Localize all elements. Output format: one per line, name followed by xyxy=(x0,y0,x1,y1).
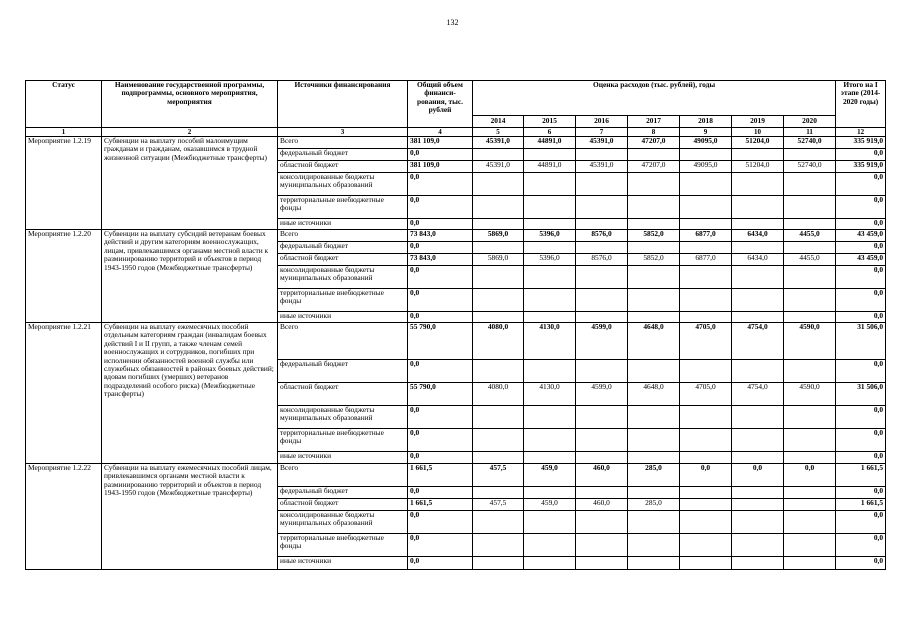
year-value-cell xyxy=(524,173,576,196)
year-value-cell xyxy=(524,289,576,312)
year-value-cell: 4130,0 xyxy=(524,323,576,360)
year-value-cell: 8576,0 xyxy=(576,230,628,242)
column-number: 9 xyxy=(680,128,732,137)
year-value-cell: 6434,0 xyxy=(732,254,784,266)
stage-total-cell: 1 661,5 xyxy=(836,499,886,511)
year-value-cell xyxy=(680,289,732,312)
year-value-cell: 51204,0 xyxy=(732,137,784,149)
year-value-cell: 285,0 xyxy=(628,499,680,511)
year-value-cell: 44891,0 xyxy=(524,161,576,173)
year-value-cell xyxy=(628,312,680,323)
year-value-cell xyxy=(524,557,576,570)
year-value-cell: 0,0 xyxy=(784,464,836,487)
table-row xyxy=(26,230,886,242)
year-value-cell xyxy=(680,511,732,534)
source-cell: Всего xyxy=(278,230,408,242)
column-number: 5 xyxy=(473,128,524,137)
header-total: Общий объем финанси-рования, тыс. рублей xyxy=(408,81,473,128)
total-cell: 0,0 xyxy=(408,511,473,534)
year-value-cell xyxy=(680,219,732,230)
year-value-cell xyxy=(473,149,524,161)
year-value-cell xyxy=(680,534,732,557)
header-year: 2016 xyxy=(576,116,628,128)
year-value-cell: 4754,0 xyxy=(732,383,784,406)
stage-total-cell: 335 919,0 xyxy=(836,161,886,173)
year-value-cell xyxy=(680,266,732,289)
name-cell: Субвенции на выплату ежемесячных пособий отдельным категориям граждан (инвалидам боевых действий I и II групп, а также членам семей военнослужащих и сотрудников, погибших при исполнении обязанностей военной службы или служебных обязанностей в районах боевых действий; вдовам погибших (умерших) ветеранов подразделений особого риска) (Межбюджетные трансферты) xyxy=(102,323,278,464)
year-value-cell: 5396,0 xyxy=(524,230,576,242)
year-value-cell xyxy=(524,149,576,161)
stage-total-cell: 0,0 xyxy=(836,289,886,312)
year-value-cell: 47207,0 xyxy=(628,137,680,149)
year-value-cell xyxy=(473,312,524,323)
year-value-cell xyxy=(732,149,784,161)
year-value-cell xyxy=(473,360,524,383)
year-value-cell xyxy=(524,487,576,499)
source-cell: областной бюджет xyxy=(278,499,408,511)
year-value-cell: 4080,0 xyxy=(473,323,524,360)
year-value-cell xyxy=(473,242,524,254)
year-value-cell xyxy=(784,429,836,452)
year-value-cell xyxy=(680,173,732,196)
header-name: Наименование государственной программы, подпрограммы, основного мероприятия, мероприятия xyxy=(102,81,278,128)
year-value-cell xyxy=(628,173,680,196)
total-cell: 0,0 xyxy=(408,289,473,312)
year-value-cell xyxy=(576,511,628,534)
table-row xyxy=(26,464,886,487)
source-cell: консолидированные бюджеты муниципальных образований xyxy=(278,406,408,429)
year-value-cell xyxy=(628,534,680,557)
year-value-cell xyxy=(473,557,524,570)
year-value-cell xyxy=(524,219,576,230)
stage-total-cell: 0,0 xyxy=(836,196,886,219)
year-value-cell xyxy=(473,487,524,499)
year-value-cell xyxy=(473,266,524,289)
year-value-cell xyxy=(784,499,836,511)
stage-total-cell: 0,0 xyxy=(836,406,886,429)
total-cell: 0,0 xyxy=(408,452,473,464)
year-value-cell xyxy=(576,149,628,161)
status-cell: Мероприятие 1.2.22 xyxy=(26,464,102,570)
total-cell: 381 109,0 xyxy=(408,137,473,149)
header-estimate: Оценка расходов (тыс. рублей), годы xyxy=(473,81,836,116)
year-value-cell xyxy=(732,487,784,499)
year-value-cell: 45391,0 xyxy=(576,161,628,173)
total-cell: 0,0 xyxy=(408,312,473,323)
year-value-cell: 8576,0 xyxy=(576,254,628,266)
year-value-cell: 45391,0 xyxy=(576,137,628,149)
year-value-cell xyxy=(732,406,784,429)
year-value-cell xyxy=(784,360,836,383)
stage-total-cell: 0,0 xyxy=(836,266,886,289)
year-value-cell xyxy=(680,242,732,254)
year-value-cell: 45391,0 xyxy=(473,161,524,173)
year-value-cell xyxy=(524,312,576,323)
year-value-cell: 49095,0 xyxy=(680,161,732,173)
year-value-cell xyxy=(784,511,836,534)
year-value-cell: 49095,0 xyxy=(680,137,732,149)
year-value-cell xyxy=(784,219,836,230)
column-number: 10 xyxy=(732,128,784,137)
year-value-cell: 5396,0 xyxy=(524,254,576,266)
total-cell: 73 843,0 xyxy=(408,230,473,242)
source-cell: областной бюджет xyxy=(278,383,408,406)
year-value-cell: 4590,0 xyxy=(784,323,836,360)
column-number: 12 xyxy=(836,128,886,137)
year-value-cell: 459,0 xyxy=(524,499,576,511)
total-cell: 73 843,0 xyxy=(408,254,473,266)
year-value-cell xyxy=(524,511,576,534)
year-value-cell xyxy=(576,289,628,312)
total-cell: 0,0 xyxy=(408,219,473,230)
year-value-cell: 285,0 xyxy=(628,464,680,487)
year-value-cell xyxy=(473,452,524,464)
column-number: 3 xyxy=(278,128,408,137)
year-value-cell xyxy=(576,196,628,219)
year-value-cell xyxy=(524,196,576,219)
year-value-cell xyxy=(576,534,628,557)
year-value-cell xyxy=(628,487,680,499)
source-cell: иные источники xyxy=(278,557,408,570)
year-value-cell xyxy=(784,406,836,429)
year-value-cell: 5852,0 xyxy=(628,254,680,266)
source-cell: территориальные внебюджетные фонды xyxy=(278,289,408,312)
source-cell: территориальные внебюджетные фонды xyxy=(278,196,408,219)
stage-total-cell: 31 506,0 xyxy=(836,323,886,360)
source-cell: иные источники xyxy=(278,452,408,464)
year-value-cell xyxy=(576,219,628,230)
stage-total-cell: 0,0 xyxy=(836,149,886,161)
year-value-cell xyxy=(576,173,628,196)
year-value-cell xyxy=(524,266,576,289)
header-year: 2014 xyxy=(473,116,524,128)
year-value-cell xyxy=(680,196,732,219)
year-value-cell: 459,0 xyxy=(524,464,576,487)
year-value-cell xyxy=(784,196,836,219)
year-value-cell xyxy=(732,511,784,534)
year-value-cell xyxy=(473,406,524,429)
year-value-cell xyxy=(784,487,836,499)
year-value-cell xyxy=(784,312,836,323)
source-cell: федеральный бюджет xyxy=(278,487,408,499)
source-cell: федеральный бюджет xyxy=(278,149,408,161)
stage-total-cell: 43 459,0 xyxy=(836,254,886,266)
table-row xyxy=(26,137,886,149)
year-value-cell xyxy=(784,242,836,254)
column-number: 4 xyxy=(408,128,473,137)
year-value-cell xyxy=(680,557,732,570)
year-value-cell: 6877,0 xyxy=(680,254,732,266)
year-value-cell xyxy=(473,429,524,452)
total-cell: 0,0 xyxy=(408,360,473,383)
year-value-cell xyxy=(628,266,680,289)
year-value-cell xyxy=(576,266,628,289)
source-cell: областной бюджет xyxy=(278,161,408,173)
year-value-cell: 5869,0 xyxy=(473,254,524,266)
column-number: 7 xyxy=(576,128,628,137)
year-value-cell xyxy=(473,196,524,219)
year-value-cell xyxy=(784,266,836,289)
total-cell: 0,0 xyxy=(408,557,473,570)
total-cell: 0,0 xyxy=(408,266,473,289)
year-value-cell xyxy=(680,406,732,429)
year-value-cell: 52740,0 xyxy=(784,161,836,173)
stage-total-cell: 43 459,0 xyxy=(836,230,886,242)
year-value-cell xyxy=(732,360,784,383)
total-cell: 1 661,5 xyxy=(408,464,473,487)
column-number: 8 xyxy=(628,128,680,137)
year-value-cell xyxy=(628,511,680,534)
source-cell: Всего xyxy=(278,464,408,487)
year-value-cell: 460,0 xyxy=(576,464,628,487)
year-value-cell xyxy=(524,406,576,429)
year-value-cell xyxy=(732,452,784,464)
year-value-cell: 45391,0 xyxy=(473,137,524,149)
year-value-cell xyxy=(732,289,784,312)
total-cell: 0,0 xyxy=(408,429,473,452)
stage-total-cell: 31 506,0 xyxy=(836,383,886,406)
total-cell: 0,0 xyxy=(408,406,473,429)
source-cell: федеральный бюджет xyxy=(278,242,408,254)
year-value-cell xyxy=(680,429,732,452)
year-value-cell xyxy=(628,452,680,464)
year-value-cell: 47207,0 xyxy=(628,161,680,173)
year-value-cell xyxy=(576,312,628,323)
header-sources: Источники финансирования xyxy=(278,81,408,128)
year-value-cell: 6434,0 xyxy=(732,230,784,242)
stage-total-cell: 335 919,0 xyxy=(836,137,886,149)
header-year: 2020 xyxy=(784,116,836,128)
stage-total-cell: 0,0 xyxy=(836,360,886,383)
stage-total-cell: 0,0 xyxy=(836,452,886,464)
year-value-cell: 0,0 xyxy=(732,464,784,487)
total-cell: 0,0 xyxy=(408,149,473,161)
year-value-cell: 4599,0 xyxy=(576,383,628,406)
page-number: 132 xyxy=(446,18,459,27)
budget-table xyxy=(25,80,886,570)
year-value-cell: 4599,0 xyxy=(576,323,628,360)
year-value-cell xyxy=(524,242,576,254)
year-value-cell xyxy=(784,557,836,570)
total-cell: 55 790,0 xyxy=(408,383,473,406)
year-value-cell xyxy=(732,196,784,219)
year-value-cell: 457,5 xyxy=(473,499,524,511)
year-value-cell xyxy=(680,487,732,499)
status-cell: Мероприятие 1.2.21 xyxy=(26,323,102,464)
header-status: Статус xyxy=(26,81,102,128)
header-year: 2017 xyxy=(628,116,680,128)
total-cell: 0,0 xyxy=(408,196,473,219)
year-value-cell: 44891,0 xyxy=(524,137,576,149)
name-cell: Субвенции на выплату пособий малоимущим гражданам и гражданам, оказавшимся в трудной жизненной ситуации (Межбюджетные трансферты) xyxy=(102,137,278,230)
year-value-cell xyxy=(628,196,680,219)
year-value-cell: 457,5 xyxy=(473,464,524,487)
stage-total-cell: 0,0 xyxy=(836,511,886,534)
column-number: 2 xyxy=(102,128,278,137)
year-value-cell xyxy=(524,452,576,464)
stage-total-cell: 0,0 xyxy=(836,242,886,254)
year-value-cell xyxy=(473,173,524,196)
year-value-cell: 4590,0 xyxy=(784,383,836,406)
year-value-cell: 4080,0 xyxy=(473,383,524,406)
year-value-cell: 5869,0 xyxy=(473,230,524,242)
source-cell: консолидированные бюджеты муниципальных образований xyxy=(278,266,408,289)
source-cell: федеральный бюджет xyxy=(278,360,408,383)
year-value-cell: 460,0 xyxy=(576,499,628,511)
stage-total-cell: 0,0 xyxy=(836,173,886,196)
year-value-cell xyxy=(473,511,524,534)
source-cell: Всего xyxy=(278,137,408,149)
year-value-cell xyxy=(732,312,784,323)
year-value-cell xyxy=(473,534,524,557)
year-value-cell: 4455,0 xyxy=(784,254,836,266)
year-value-cell xyxy=(524,534,576,557)
stage-total-cell: 0,0 xyxy=(836,312,886,323)
header-year: 2018 xyxy=(680,116,732,128)
stage-total-cell: 1 661,5 xyxy=(836,464,886,487)
year-value-cell xyxy=(680,149,732,161)
source-cell: областной бюджет xyxy=(278,254,408,266)
source-cell: иные источники xyxy=(278,219,408,230)
year-value-cell: 4648,0 xyxy=(628,323,680,360)
total-cell: 1 661,5 xyxy=(408,499,473,511)
year-value-cell xyxy=(524,360,576,383)
source-cell: консолидированные бюджеты муниципальных образований xyxy=(278,511,408,534)
year-value-cell xyxy=(732,242,784,254)
column-number: 6 xyxy=(524,128,576,137)
year-value-cell xyxy=(576,242,628,254)
year-value-cell xyxy=(680,499,732,511)
year-value-cell xyxy=(576,360,628,383)
year-value-cell xyxy=(732,429,784,452)
total-cell: 0,0 xyxy=(408,242,473,254)
year-value-cell xyxy=(473,219,524,230)
year-value-cell xyxy=(680,312,732,323)
table-row xyxy=(26,323,886,360)
source-cell: консолидированные бюджеты муниципальных образований xyxy=(278,173,408,196)
year-value-cell xyxy=(732,557,784,570)
year-value-cell: 4705,0 xyxy=(680,323,732,360)
source-cell: территориальные внебюджетные фонды xyxy=(278,534,408,557)
column-number: 11 xyxy=(784,128,836,137)
total-cell: 381 109,0 xyxy=(408,161,473,173)
year-value-cell xyxy=(628,406,680,429)
year-value-cell xyxy=(628,429,680,452)
year-value-cell xyxy=(732,266,784,289)
year-value-cell: 52740,0 xyxy=(784,137,836,149)
year-value-cell: 4754,0 xyxy=(732,323,784,360)
total-cell: 55 790,0 xyxy=(408,323,473,360)
year-value-cell xyxy=(680,360,732,383)
year-value-cell xyxy=(732,499,784,511)
year-value-cell: 5852,0 xyxy=(628,230,680,242)
year-value-cell xyxy=(628,557,680,570)
status-cell: Мероприятие 1.2.19 xyxy=(26,137,102,230)
year-value-cell xyxy=(784,173,836,196)
year-value-cell xyxy=(628,242,680,254)
year-value-cell xyxy=(732,534,784,557)
header-year: 2019 xyxy=(732,116,784,128)
year-value-cell xyxy=(473,289,524,312)
source-cell: иные источники xyxy=(278,312,408,323)
name-cell: Субвенции на выплату субсидий ветеранам боевых действий и другим категориям военнослужащих, лицам, привлекавшимся органами местной власти к разминированию территорий и объектов в период 1943-1950 годов (Межбюджетные трансферты) xyxy=(102,230,278,323)
year-value-cell xyxy=(576,452,628,464)
year-value-cell xyxy=(576,557,628,570)
year-value-cell: 0,0 xyxy=(680,464,732,487)
stage-total-cell: 0,0 xyxy=(836,487,886,499)
header-stage-total: Итого на I этапе (2014-2020 годы) xyxy=(836,81,886,128)
stage-total-cell: 0,0 xyxy=(836,429,886,452)
year-value-cell xyxy=(732,173,784,196)
year-value-cell xyxy=(628,219,680,230)
year-value-cell xyxy=(628,360,680,383)
year-value-cell xyxy=(576,487,628,499)
total-cell: 0,0 xyxy=(408,534,473,557)
year-value-cell xyxy=(576,406,628,429)
column-number: 1 xyxy=(26,128,102,137)
year-value-cell: 4705,0 xyxy=(680,383,732,406)
year-value-cell: 4648,0 xyxy=(628,383,680,406)
header-year: 2015 xyxy=(524,116,576,128)
status-cell: Мероприятие 1.2.20 xyxy=(26,230,102,323)
stage-total-cell: 0,0 xyxy=(836,557,886,570)
year-value-cell xyxy=(524,429,576,452)
year-value-cell xyxy=(784,149,836,161)
year-value-cell: 51204,0 xyxy=(732,161,784,173)
stage-total-cell: 0,0 xyxy=(836,534,886,557)
source-cell: территориальные внебюджетные фонды xyxy=(278,429,408,452)
year-value-cell xyxy=(680,452,732,464)
year-value-cell xyxy=(576,429,628,452)
name-cell: Субвенции на выплату ежемесячных пособий лицам, привлекавшимся органами местной власти к разминированию территорий и объектов в период 1943-1950 годов (Межбюджетные трансферты) xyxy=(102,464,278,570)
year-value-cell: 4455,0 xyxy=(784,230,836,242)
year-value-cell xyxy=(628,289,680,312)
year-value-cell xyxy=(784,452,836,464)
year-value-cell: 4130,0 xyxy=(524,383,576,406)
total-cell: 0,0 xyxy=(408,487,473,499)
year-value-cell xyxy=(784,534,836,557)
year-value-cell xyxy=(784,289,836,312)
year-value-cell xyxy=(628,149,680,161)
source-cell: Всего xyxy=(278,323,408,360)
total-cell: 0,0 xyxy=(408,173,473,196)
year-value-cell xyxy=(732,219,784,230)
stage-total-cell: 0,0 xyxy=(836,219,886,230)
year-value-cell: 6877,0 xyxy=(680,230,732,242)
